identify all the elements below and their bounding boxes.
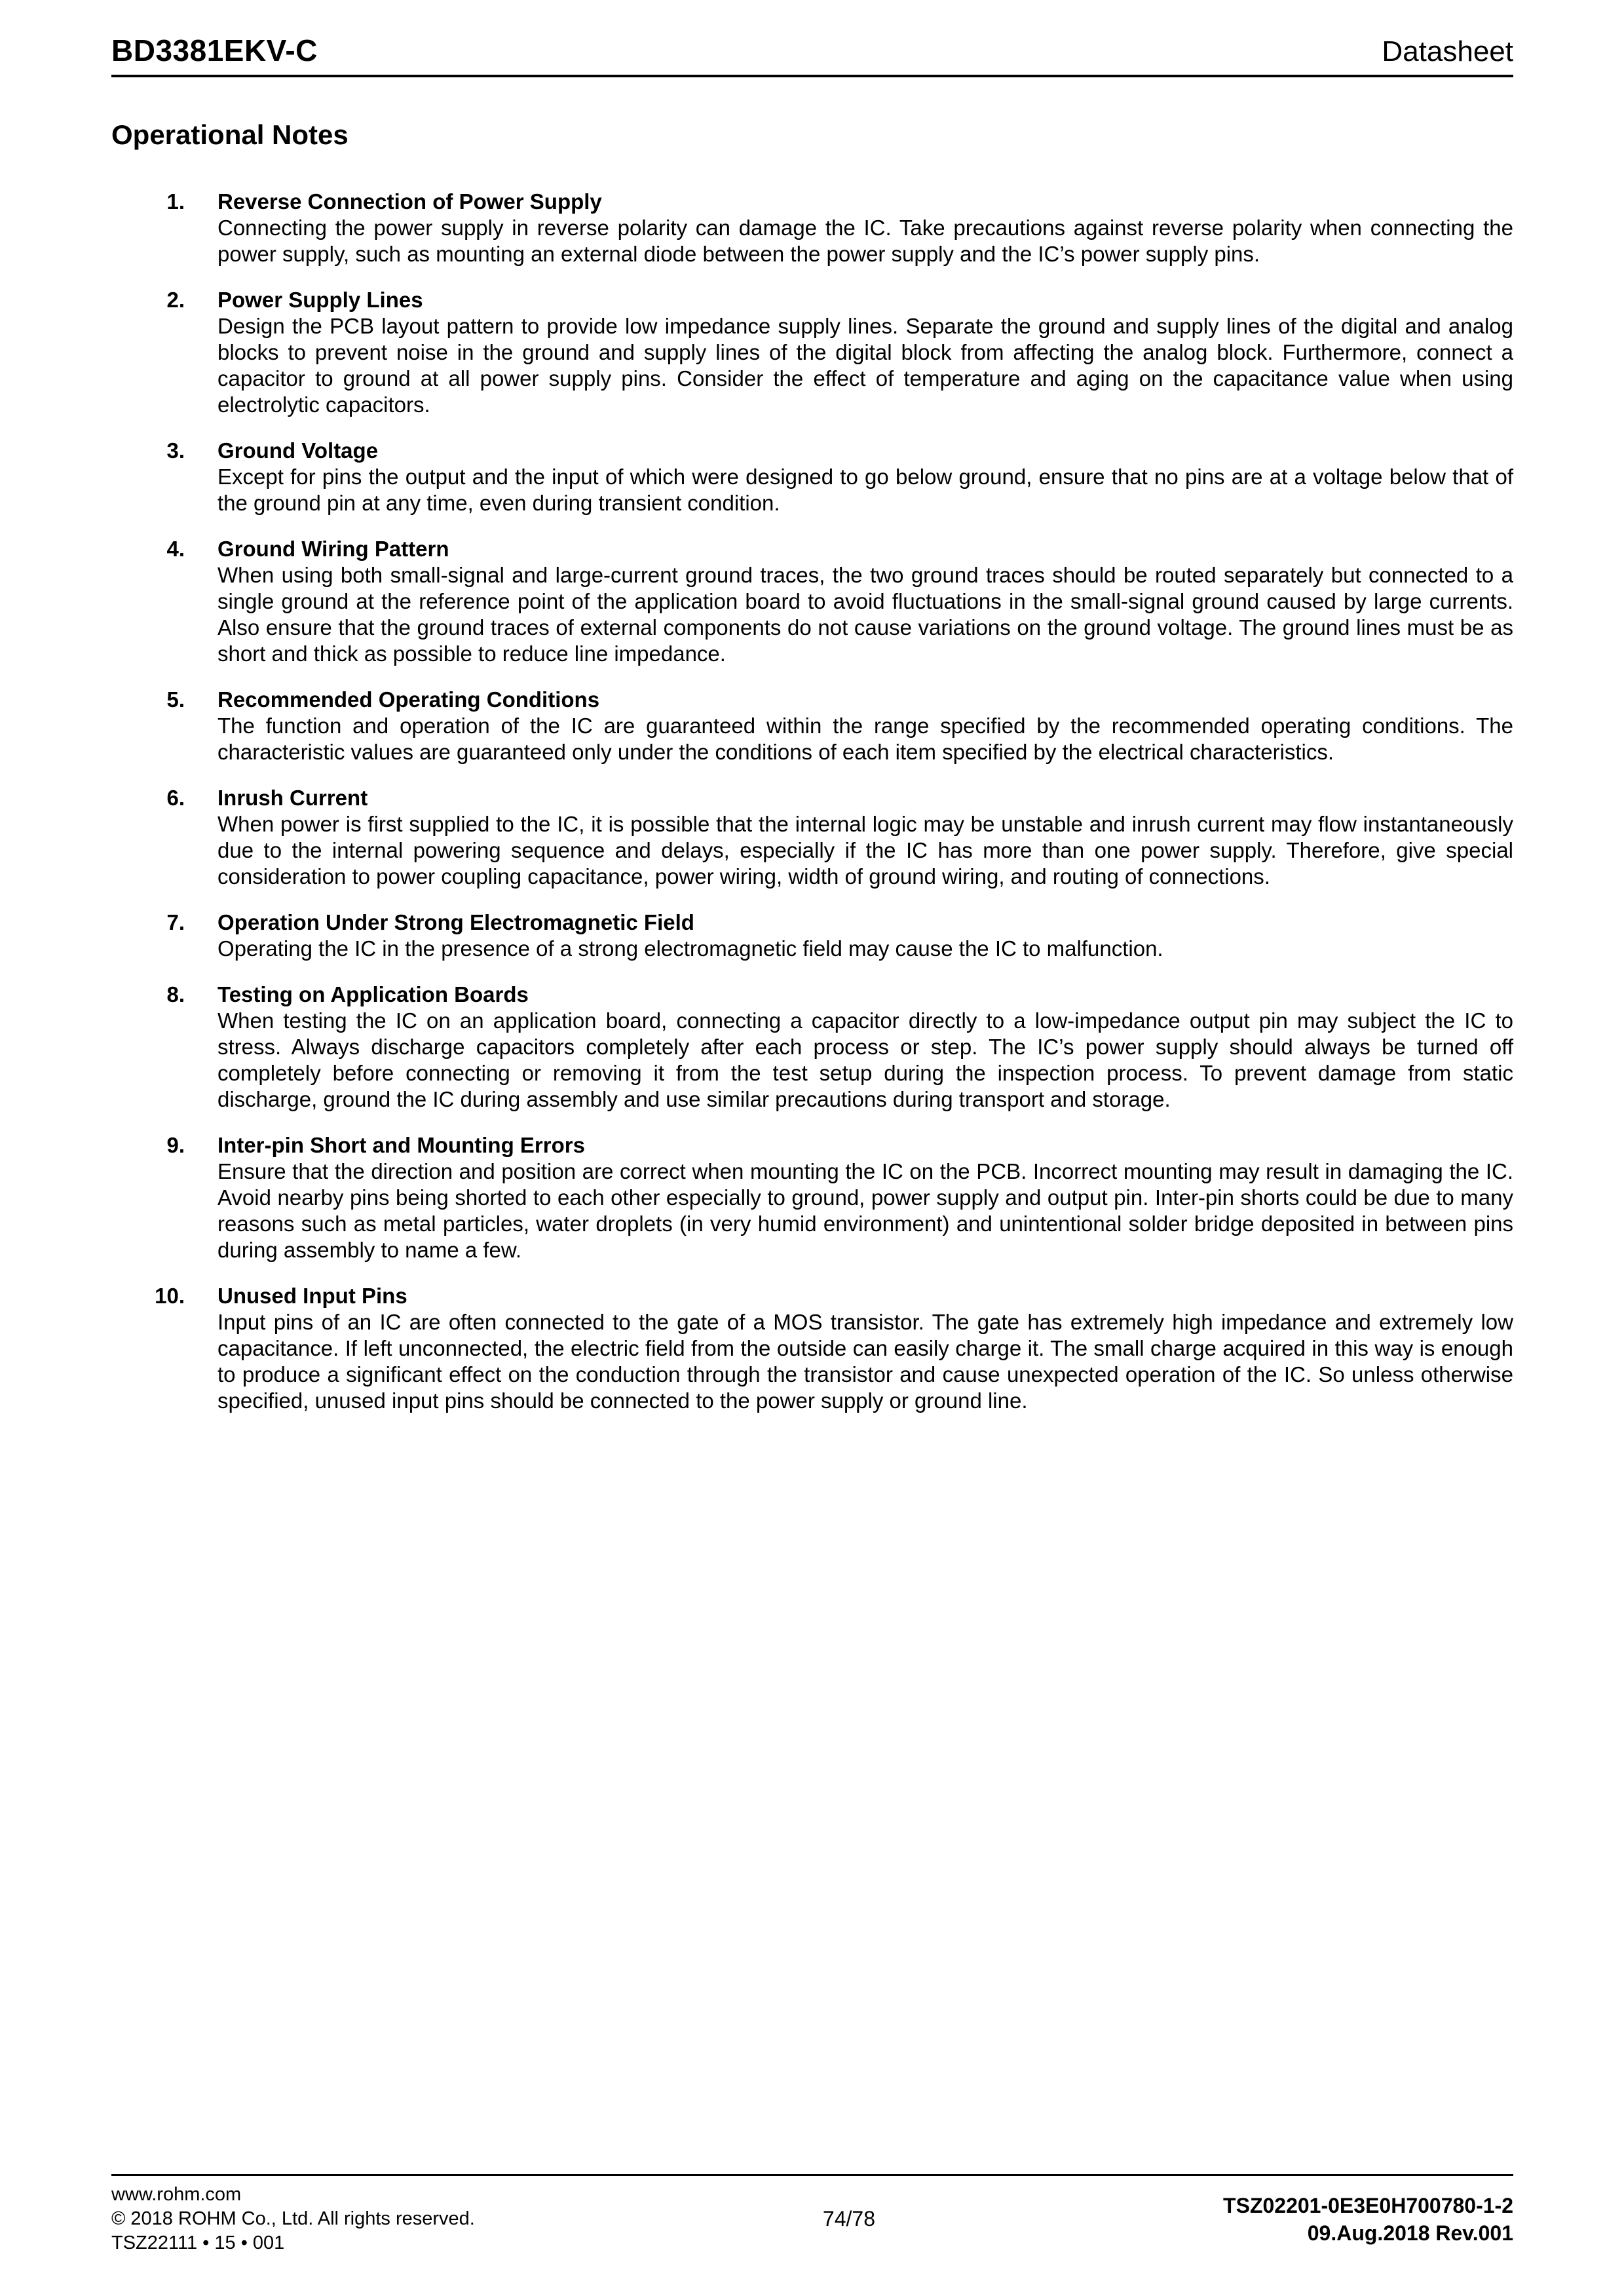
footer-divider bbox=[111, 2174, 1513, 2176]
doc-type-label: Datasheet bbox=[1382, 35, 1513, 67]
note-number: 4. bbox=[166, 537, 185, 561]
note-content bbox=[217, 1283, 1513, 1414]
note-number: 8. bbox=[166, 982, 185, 1006]
note-number: 1. bbox=[166, 189, 185, 214]
note-item bbox=[111, 1132, 1513, 1263]
note-heading: Ground Wiring Pattern bbox=[217, 537, 449, 561]
note-number: 3. bbox=[166, 438, 185, 463]
footer-left-block bbox=[111, 2183, 475, 2255]
footer-row bbox=[111, 2183, 1513, 2255]
note-body: When using both small-signal and large-current ground traces, the two ground traces should be routed separately but connected to a single ground at the reference point of the application board to avoid fluctuations in the small-signal ground caused by large currents. Also ensure that the ground traces of external components do not cause variations on the ground voltage. The ground lines must be as short and thick as possible to reduce line impedance. bbox=[217, 563, 1513, 666]
page-header bbox=[111, 33, 1513, 77]
note-item bbox=[111, 287, 1513, 418]
note-item bbox=[111, 785, 1513, 890]
note-content bbox=[217, 287, 1513, 418]
note-heading: Inrush Current bbox=[217, 786, 368, 810]
note-number: 7. bbox=[166, 910, 185, 934]
note-content bbox=[217, 438, 1513, 516]
footer-doc-number: TSZ02201-0E3E0H700780-1-2 bbox=[1223, 2193, 1513, 2217]
note-number: 5. bbox=[166, 687, 185, 712]
page-footer bbox=[111, 2174, 1513, 2255]
note-body: When power is first supplied to the IC, it is possible that the internal logic may be unstable and inrush current may flow instantaneously due to the internal powering sequence and delays, especially if the IC has more than one power supply. Therefore, give special consideration to power coupling capacitance, power wiring, width of ground wiring, and routing of connections. bbox=[217, 812, 1513, 889]
footer-page-number: 74/78 bbox=[822, 2207, 875, 2230]
note-heading: Testing on Application Boards bbox=[217, 982, 529, 1006]
note-body: The function and operation of the IC are guaranteed within the range specified by the recommended operating conditions. The characteristic values are guaranteed only under the conditions of each item specified by the electrical characteristics. bbox=[217, 714, 1513, 764]
note-heading: Operation Under Strong Electromagnetic Field bbox=[217, 910, 694, 934]
note-heading: Recommended Operating Conditions bbox=[217, 687, 600, 712]
footer-website: www.rohm.com bbox=[111, 2184, 242, 2205]
note-body: When testing the IC on an application board, connecting a capacitor directly to a low-impedance output pin may subject the IC to stress. Always discharge capacitors completely after each process or step. The IC’s power supply should always be turned off completely before connecting or removing it from the test setup during the inspection process. To prevent damage from static discharge, ground the IC during assembly and use similar precautions during transport and storage. bbox=[217, 1008, 1513, 1111]
footer-copyright: © 2018 ROHM Co., Ltd. All rights reserved. bbox=[111, 2208, 475, 2229]
note-item bbox=[111, 687, 1513, 765]
note-body: Design the PCB layout pattern to provide low impedance supply lines. Separate the ground and supply lines of the digital and analog blocks to prevent noise in the ground and supply lines of the digital block from affecting the analog block. Furthermore, connect a capacitor to ground at all power supply pins. Consider the effect of temperature and aging on the capacitance value when using electrolytic capacitors. bbox=[217, 314, 1513, 417]
note-content bbox=[217, 909, 1513, 962]
footer-right-block bbox=[1223, 2192, 1513, 2247]
note-item bbox=[111, 536, 1513, 667]
footer-doc-code: TSZ22111 • 15 • 001 bbox=[111, 2232, 285, 2253]
note-item bbox=[111, 189, 1513, 267]
note-heading: Power Supply Lines bbox=[217, 288, 423, 312]
note-number: 9. bbox=[166, 1133, 185, 1157]
note-heading: Unused Input Pins bbox=[217, 1284, 407, 1308]
part-number: BD3381EKV-C bbox=[111, 33, 318, 67]
note-item bbox=[111, 438, 1513, 516]
note-content bbox=[217, 536, 1513, 667]
note-content bbox=[217, 687, 1513, 765]
note-body: Except for pins the output and the input of which were designed to go below ground, ensure that no pins are at a voltage below that of the ground pin at any time, even during transient condition. bbox=[217, 465, 1513, 515]
note-item bbox=[111, 982, 1513, 1113]
note-heading: Inter-pin Short and Mounting Errors bbox=[217, 1133, 585, 1157]
note-content bbox=[217, 189, 1513, 267]
note-item bbox=[111, 909, 1513, 962]
note-content bbox=[217, 982, 1513, 1113]
note-content bbox=[217, 785, 1513, 890]
note-body: Operating the IC in the presence of a strong electromagnetic field may cause the IC to malfunction. bbox=[217, 936, 1163, 961]
page-title: Operational Notes bbox=[111, 119, 349, 150]
note-body: Input pins of an IC are often connected to the gate of a MOS transistor. The gate has extremely high impedance and extremely low capacitance. If left unconnected, the electric field from the outside can easily charge it. The small charge acquired in this way is enough to produce a significant effect on the conduction through the transistor and cause unexpected operation of the IC. So unless otherwise specified, unused input pins should be connected to the power supply or ground line. bbox=[217, 1310, 1513, 1413]
note-number: 6. bbox=[166, 786, 185, 810]
note-heading: Reverse Connection of Power Supply bbox=[217, 189, 602, 214]
operational-notes-list bbox=[111, 189, 1513, 1414]
note-content bbox=[217, 1132, 1513, 1263]
note-body: Ensure that the direction and position are correct when mounting the IC on the PCB. Incorrect mounting may result in damaging the IC. Avoid nearby pins being shorted to each other especially to ground, power supply and output pin. Inter-pin shorts could be due to many reasons such as metal particles, water droplets (in very humid environment) and unintentional solder bridge deposited in between pins during assembly to name a few. bbox=[217, 1159, 1513, 1262]
note-number: 10. bbox=[155, 1284, 185, 1308]
note-heading: Ground Voltage bbox=[217, 438, 379, 463]
footer-revision: 09.Aug.2018 Rev.001 bbox=[1307, 2221, 1513, 2245]
note-number: 2. bbox=[166, 288, 185, 312]
note-body: Connecting the power supply in reverse polarity can damage the IC. Take precautions against reverse polarity when connecting the power supply, such as mounting an external diode between the power supply and the IC’s power supply pins. bbox=[217, 216, 1513, 266]
note-item bbox=[111, 1283, 1513, 1414]
